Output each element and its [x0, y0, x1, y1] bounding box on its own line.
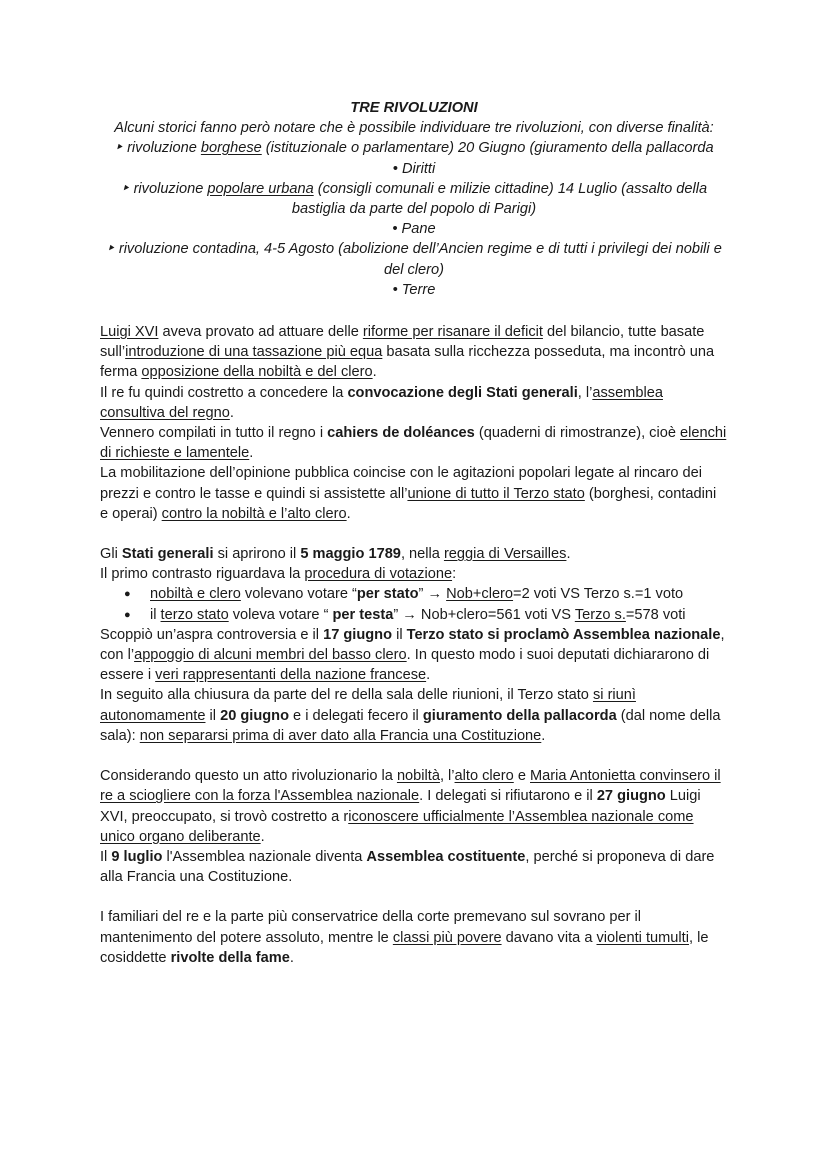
- page-title: TRE RIVOLUZIONI: [350, 100, 478, 116]
- paragraph: Il 9 luglio l'Assemblea nazionale diventa Assemblea costituente, perché si proponeva di dare alla Francia una Costituzione.: [100, 848, 715, 886]
- revolution-item: ‣ rivoluzione popolare urbana (consigli comunali e milizie cittadine) 14 Luglio (assalto della bastiglia da parte del popolo di Parigi): [120, 180, 708, 218]
- paragraph: Il re fu quindi costretto a concedere la convocazione degli Stati generali, l’assemblea consultiva del regno.: [100, 384, 663, 421]
- section-reforms: [100, 322, 728, 524]
- paragraph: Luigi XVI aveva provato ad attuare delle riforme per risanare il deficit del bilancio, tutte basate sull’introduzione di una tassazione più equa basata sulla ricchezza posseduta, ma incontrò una ferma opposizione della nobiltà e del clero.: [100, 324, 715, 381]
- section-unrest: [100, 907, 728, 968]
- paragraph: La mobilitazione dell’opinione pubblica coincise con le agitazioni popolari legate al rincaro dei prezzi e contro le tasse e quindi si assistette all’unione di tutto il Terzo stato (borghesi, contadini e operai) contro la nobiltà e l’alto clero.: [100, 465, 717, 522]
- paragraph: I familiari del re e la parte più conservatrice della corte premevano sul sovrano per il mantenimento del potere assoluto, mentre le classi più povere davano vita a violenti tumulti, le cosiddette rivolte della fame.: [100, 909, 709, 966]
- intro-section: [100, 98, 728, 300]
- voting-list: [100, 584, 728, 624]
- paragraph: Vennero compilati in tutto il regno i cahiers de doléances (quaderni di rimostranze), cioè elenchi di richieste e lamentele.: [100, 425, 727, 462]
- section-estates: [100, 544, 728, 746]
- revolution-item: ‣ rivoluzione borghese (istituzionale o parlamentare) 20 Giugno (giuramento della pallacorda: [114, 140, 714, 157]
- list-item: ● nobiltà e clero volevano votare “per stato” → Nob+clero=2 voti VS Terzo s.=1 voto: [100, 584, 728, 604]
- paragraph: Scoppiò un’aspra controversia e il 17 giugno il Terzo stato si proclamò Assemblea nazionale, con l’appoggio di alcuni membri del basso clero. In questo modo i suoi deputati dichiararono di essere i veri rappresentanti della nazione francese.: [100, 626, 725, 684]
- paragraph: In seguito alla chiusura da parte del re della sala delle riunioni, il Terzo stato si riunì autonomamente il 20 giugno e i delegati fecero il giuramento della pallacorda (dal nome della sala): non separarsi prima di aver dato alla Francia una Costituzione.: [100, 687, 721, 744]
- revolution-note: • Pane: [392, 221, 436, 238]
- paragraph: Considerando questo un atto rivoluzionario la nobiltà, l’alto clero e Maria Antonietta convinsero il re a sciogliere con la forza l'Assemblea nazionale. I delegati si rifiutarono e il 27 giugno Luigi XVI, preoccupato, si trovò costretto a riconoscere ufficialmente l’Assemblea nazionale come unico organo deliberante.: [100, 768, 721, 845]
- intro-lead: Alcuni storici fanno però notare che è possibile individuare tre rivoluzioni, con diverse finalità:: [114, 120, 714, 137]
- paragraph: Gli Stati generali si aprirono il 5 maggio 1789, nella reggia di Versailles.: [100, 546, 571, 563]
- revolution-item: ‣ rivoluzione contadina, 4-5 Agosto (abolizione dell’Ancien regime e di tutti i privilegi dei nobili e del clero): [106, 241, 722, 278]
- section-assembly: [100, 766, 728, 887]
- revolution-note: • Diritti: [392, 160, 436, 177]
- list-item: ● il terzo stato voleva votare “ per testa” → Nob+clero=561 voti VS Terzo s.=578 voti: [100, 605, 728, 625]
- paragraph: Il primo contrasto riguardava la procedura di votazione:: [100, 566, 457, 583]
- revolution-note: • Terre: [392, 281, 436, 298]
